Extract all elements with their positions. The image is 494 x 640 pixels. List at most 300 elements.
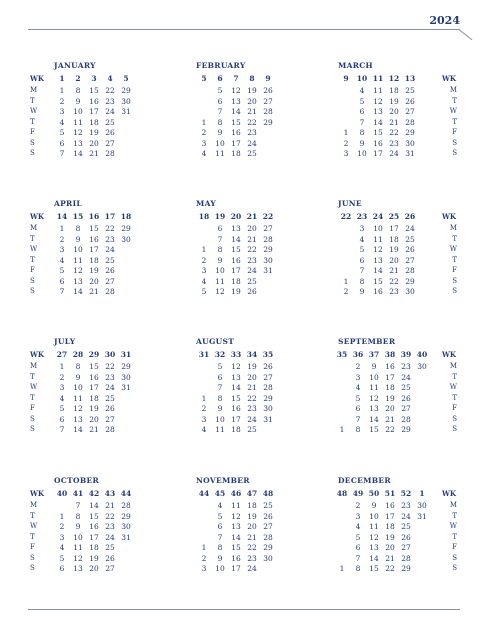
week-number: 35 xyxy=(336,350,348,359)
month-name: JULY xyxy=(54,337,76,346)
day-cell: 26 xyxy=(263,511,273,521)
day-cell: 16 xyxy=(385,501,395,510)
day-cell: 24 xyxy=(105,107,115,116)
day-cell: 20 xyxy=(89,564,99,573)
day-cell: 19 xyxy=(89,553,99,563)
day-cell: 27 xyxy=(105,414,115,424)
day-cell: 23 xyxy=(105,96,115,106)
weekday-label: T xyxy=(30,96,35,105)
day-cell: 23 xyxy=(105,234,115,244)
day-cell: 4 xyxy=(355,522,361,531)
day-cell: 15 xyxy=(89,511,99,521)
day-cell: 7 xyxy=(59,425,65,434)
day-cell: 23 xyxy=(247,255,257,265)
year-title: 2024 xyxy=(429,14,460,27)
day-cell: 6 xyxy=(217,96,223,106)
day-cell: 13 xyxy=(231,522,241,531)
week-number: 48 xyxy=(262,489,274,498)
weekday-label: F xyxy=(452,543,457,551)
day-cell: 3 xyxy=(59,532,65,542)
week-number-label: WK xyxy=(30,350,44,359)
day-cell: 8 xyxy=(217,117,223,127)
day-cell: 15 xyxy=(231,543,241,552)
day-cell: 28 xyxy=(121,501,131,510)
weekday-label: W xyxy=(449,522,457,530)
day-cell: 5 xyxy=(59,404,65,413)
day-cell: 9 xyxy=(75,96,81,106)
day-cell: 10 xyxy=(373,224,383,233)
day-cell: 22 xyxy=(385,564,395,573)
weekday-label: S xyxy=(30,564,35,572)
day-cell: 19 xyxy=(89,404,99,413)
day-cell: 2 xyxy=(355,362,361,371)
day-cell: 17 xyxy=(385,372,395,382)
day-cell: 1 xyxy=(201,245,207,254)
day-cell: 13 xyxy=(231,96,241,106)
day-cell: 24 xyxy=(401,511,411,521)
week-number: 5 xyxy=(123,74,129,83)
day-cell: 27 xyxy=(401,404,411,413)
day-cell: 12 xyxy=(373,245,383,254)
day-cell: 20 xyxy=(389,255,399,265)
week-number-label: WK xyxy=(442,489,456,498)
day-cell: 27 xyxy=(401,543,411,552)
week-number: 9 xyxy=(265,74,271,83)
day-cell: 13 xyxy=(73,564,83,573)
week-number-label: WK xyxy=(30,74,44,83)
week-number-label: WK xyxy=(30,489,44,498)
day-cell: 3 xyxy=(359,224,365,233)
weekday-label: S xyxy=(452,553,457,562)
day-cell: 11 xyxy=(373,234,383,244)
month-name: FEBRUARY xyxy=(196,61,246,70)
day-cell: 21 xyxy=(89,149,99,158)
bottom-rule xyxy=(28,609,460,610)
weekday-label: M xyxy=(449,362,457,370)
day-cell: 15 xyxy=(231,117,241,127)
week-number: 23 xyxy=(356,212,368,221)
day-cell: 14 xyxy=(369,414,379,424)
day-cell: 9 xyxy=(359,138,365,148)
day-cell: 25 xyxy=(105,393,115,403)
day-cell: 24 xyxy=(105,383,115,392)
day-cell: 8 xyxy=(217,543,223,552)
week-number: 35 xyxy=(262,350,274,359)
day-cell: 22 xyxy=(105,224,115,233)
week-number: 33 xyxy=(230,350,242,359)
week-number: 20 xyxy=(230,212,242,221)
week-number-label: WK xyxy=(442,350,456,359)
day-cell: 16 xyxy=(89,372,99,382)
day-cell: 22 xyxy=(385,425,395,434)
day-cell: 4 xyxy=(201,425,207,434)
weekday-label: F xyxy=(452,266,457,274)
day-cell: 25 xyxy=(263,501,273,510)
day-cell: 8 xyxy=(359,128,365,137)
day-cell: 16 xyxy=(89,522,99,531)
week-number: 42 xyxy=(88,489,100,498)
day-cell: 1 xyxy=(59,511,65,521)
day-cell: 4 xyxy=(359,86,365,95)
day-cell: 24 xyxy=(405,224,415,233)
day-cell: 9 xyxy=(75,234,81,244)
day-cell: 17 xyxy=(89,383,99,392)
day-cell: 27 xyxy=(105,564,115,573)
day-cell: 29 xyxy=(121,511,131,521)
day-cell: 13 xyxy=(73,276,83,286)
day-cell: 28 xyxy=(263,234,273,244)
day-cell: 13 xyxy=(73,414,83,424)
day-cell: 30 xyxy=(121,96,131,106)
day-cell: 17 xyxy=(231,414,241,424)
month-name: DECEMBER xyxy=(338,476,391,485)
day-cell: 23 xyxy=(105,372,115,382)
weekday-label: W xyxy=(449,245,457,253)
day-cell: 11 xyxy=(369,383,379,392)
day-cell: 3 xyxy=(59,245,65,254)
day-cell: 11 xyxy=(73,255,83,265)
day-cell: 21 xyxy=(385,553,395,563)
day-cell: 23 xyxy=(105,522,115,531)
week-number: 14 xyxy=(56,212,68,221)
day-cell: 21 xyxy=(89,425,99,434)
day-cell: 18 xyxy=(231,425,241,434)
month-name: NOVEMBER xyxy=(196,476,250,485)
day-cell: 8 xyxy=(217,393,223,403)
day-cell: 17 xyxy=(231,138,241,148)
day-cell: 27 xyxy=(405,255,415,265)
day-cell: 28 xyxy=(105,425,115,434)
weekday-label: T xyxy=(452,532,457,541)
day-cell: 10 xyxy=(357,149,367,158)
day-cell: 19 xyxy=(247,511,257,521)
day-cell: 25 xyxy=(405,86,415,95)
week-number: 32 xyxy=(214,350,226,359)
day-cell: 1 xyxy=(59,224,65,233)
day-cell: 16 xyxy=(231,404,241,413)
weekday-label: W xyxy=(30,107,38,115)
month-name: MAY xyxy=(196,199,217,208)
week-number: 44 xyxy=(120,489,132,498)
weekday-label: T xyxy=(30,532,35,541)
day-cell: 22 xyxy=(247,543,257,552)
day-cell: 9 xyxy=(217,553,223,563)
week-number-label: WK xyxy=(442,74,456,83)
day-cell: 18 xyxy=(231,149,241,158)
day-cell: 25 xyxy=(105,117,115,127)
day-cell: 10 xyxy=(215,564,225,573)
day-cell: 27 xyxy=(263,522,273,531)
day-cell: 26 xyxy=(105,266,115,275)
day-cell: 9 xyxy=(75,522,81,531)
day-cell: 14 xyxy=(89,501,99,510)
weekday-label: M xyxy=(30,224,38,232)
month-name: SEPTEMBER xyxy=(338,337,396,346)
day-cell: 16 xyxy=(373,287,383,296)
day-cell: 28 xyxy=(401,414,411,424)
week-number-label: WK xyxy=(30,212,44,221)
day-cell: 7 xyxy=(59,149,65,158)
day-cell: 4 xyxy=(217,501,223,510)
day-cell: 12 xyxy=(215,287,225,296)
day-cell: 10 xyxy=(369,372,379,382)
day-cell: 17 xyxy=(231,564,241,573)
day-cell: 14 xyxy=(369,553,379,563)
day-cell: 4 xyxy=(359,234,365,244)
day-cell: 27 xyxy=(263,372,273,382)
day-cell: 9 xyxy=(371,362,377,371)
week-number: 4 xyxy=(107,74,113,83)
day-cell: 23 xyxy=(389,138,399,148)
day-cell: 26 xyxy=(105,128,115,137)
week-number: 49 xyxy=(352,489,364,498)
day-cell: 22 xyxy=(247,245,257,254)
day-cell: 20 xyxy=(89,276,99,286)
day-cell: 25 xyxy=(401,383,411,392)
day-cell: 24 xyxy=(389,149,399,158)
weekday-label: W xyxy=(30,383,38,391)
day-cell: 19 xyxy=(385,532,395,542)
day-cell: 10 xyxy=(215,266,225,275)
day-cell: 18 xyxy=(89,255,99,265)
day-cell: 28 xyxy=(263,383,273,392)
weekday-label: M xyxy=(449,224,457,232)
day-cell: 26 xyxy=(105,404,115,413)
day-cell: 6 xyxy=(359,107,365,116)
weekday-label: M xyxy=(449,86,457,94)
day-cell: 21 xyxy=(247,234,257,244)
weekday-label: T xyxy=(452,234,457,243)
week-number: 16 xyxy=(88,212,100,221)
weekday-label: S xyxy=(452,287,457,295)
day-cell: 2 xyxy=(201,255,207,265)
day-cell: 28 xyxy=(105,149,115,158)
day-cell: 21 xyxy=(247,107,257,116)
day-cell: 5 xyxy=(59,553,65,563)
week-number: 39 xyxy=(400,350,412,359)
day-cell: 5 xyxy=(59,128,65,137)
day-cell: 3 xyxy=(201,138,207,148)
day-cell: 18 xyxy=(389,86,399,95)
week-number: 31 xyxy=(198,350,210,359)
day-cell: 16 xyxy=(89,96,99,106)
week-number: 18 xyxy=(120,212,132,221)
day-cell: 24 xyxy=(247,564,257,573)
day-cell: 6 xyxy=(359,255,365,265)
weekday-label: S xyxy=(452,564,457,572)
day-cell: 13 xyxy=(369,404,379,413)
weekday-label: S xyxy=(30,425,35,433)
day-cell: 13 xyxy=(373,107,383,116)
day-cell: 31 xyxy=(121,532,131,542)
week-number: 38 xyxy=(384,350,396,359)
day-cell: 12 xyxy=(73,553,83,563)
month-name: AUGUST xyxy=(196,337,235,346)
week-number: 12 xyxy=(388,74,400,83)
day-cell: 11 xyxy=(369,522,379,531)
day-cell: 7 xyxy=(359,117,365,127)
day-cell: 31 xyxy=(405,149,415,158)
day-cell: 1 xyxy=(201,117,207,127)
day-cell: 15 xyxy=(231,393,241,403)
week-number: 36 xyxy=(352,350,364,359)
weekday-label: S xyxy=(452,276,457,285)
day-cell: 18 xyxy=(385,383,395,392)
day-cell: 22 xyxy=(247,117,257,127)
day-cell: 5 xyxy=(59,266,65,275)
week-number: 28 xyxy=(72,350,84,359)
week-number: 26 xyxy=(404,212,416,221)
day-cell: 9 xyxy=(217,128,223,137)
day-cell: 12 xyxy=(369,532,379,542)
day-cell: 6 xyxy=(217,372,223,382)
day-cell: 16 xyxy=(373,138,383,148)
weekday-label: M xyxy=(30,501,38,509)
day-cell: 5 xyxy=(217,86,223,95)
day-cell: 11 xyxy=(73,543,83,552)
day-cell: 19 xyxy=(247,362,257,371)
month-name: MARCH xyxy=(338,61,373,70)
day-cell: 19 xyxy=(389,96,399,106)
weekday-label: F xyxy=(452,404,457,412)
day-cell: 11 xyxy=(73,393,83,403)
day-cell: 24 xyxy=(105,532,115,542)
day-cell: 30 xyxy=(405,138,415,148)
day-cell: 14 xyxy=(373,266,383,275)
weekday-label: T xyxy=(452,96,457,105)
day-cell: 10 xyxy=(215,138,225,148)
day-cell: 26 xyxy=(401,532,411,542)
day-cell: 13 xyxy=(231,224,241,233)
day-cell: 2 xyxy=(201,553,207,563)
day-cell: 24 xyxy=(247,138,257,148)
week-number: 1 xyxy=(419,489,425,498)
day-cell: 15 xyxy=(373,128,383,137)
day-cell: 24 xyxy=(247,266,257,275)
day-cell: 7 xyxy=(217,383,223,392)
day-cell: 26 xyxy=(105,553,115,563)
day-cell: 11 xyxy=(215,149,225,158)
day-cell: 13 xyxy=(231,372,241,382)
week-number: 37 xyxy=(368,350,380,359)
day-cell: 29 xyxy=(121,362,131,371)
day-cell: 30 xyxy=(121,372,131,382)
day-cell: 23 xyxy=(401,362,411,371)
week-number: 22 xyxy=(340,212,352,221)
day-cell: 16 xyxy=(231,553,241,563)
day-cell: 12 xyxy=(369,393,379,403)
week-number: 22 xyxy=(262,212,274,221)
day-cell: 22 xyxy=(247,393,257,403)
day-cell: 8 xyxy=(75,362,81,371)
day-cell: 30 xyxy=(263,553,273,563)
weekday-label: S xyxy=(30,287,35,295)
day-cell: 22 xyxy=(389,276,399,286)
day-cell: 30 xyxy=(121,522,131,531)
day-cell: 20 xyxy=(385,404,395,413)
week-number: 31 xyxy=(120,350,132,359)
weekday-label: F xyxy=(452,128,457,136)
day-cell: 6 xyxy=(217,224,223,233)
day-cell: 25 xyxy=(247,276,257,286)
day-cell: 20 xyxy=(89,138,99,148)
day-cell: 12 xyxy=(231,86,241,95)
day-cell: 8 xyxy=(355,425,361,434)
day-cell: 16 xyxy=(385,362,395,371)
day-cell: 19 xyxy=(247,86,257,95)
day-cell: 2 xyxy=(343,138,349,148)
week-number: 40 xyxy=(416,350,428,359)
day-cell: 5 xyxy=(355,393,361,403)
week-number: 41 xyxy=(72,489,84,498)
day-cell: 18 xyxy=(389,234,399,244)
day-cell: 30 xyxy=(121,234,131,244)
day-cell: 26 xyxy=(405,96,415,106)
day-cell: 3 xyxy=(59,383,65,392)
day-cell: 29 xyxy=(121,86,131,95)
day-cell: 14 xyxy=(231,383,241,392)
day-cell: 25 xyxy=(401,522,411,531)
day-cell: 15 xyxy=(369,564,379,573)
day-cell: 20 xyxy=(247,224,257,233)
day-cell: 30 xyxy=(263,255,273,265)
day-cell: 4 xyxy=(201,149,207,158)
day-cell: 1 xyxy=(59,362,65,371)
day-cell: 16 xyxy=(231,128,241,137)
week-number: 34 xyxy=(246,350,258,359)
weekday-label: M xyxy=(30,362,38,370)
day-cell: 9 xyxy=(359,287,365,296)
day-cell: 6 xyxy=(59,414,65,424)
week-number: 19 xyxy=(214,212,226,221)
day-cell: 11 xyxy=(215,276,225,286)
day-cell: 11 xyxy=(231,501,241,510)
weekday-label: S xyxy=(30,149,35,157)
weekday-label: W xyxy=(449,383,457,391)
weekday-label: F xyxy=(30,128,35,136)
day-cell: 4 xyxy=(59,543,65,552)
day-cell: 7 xyxy=(75,501,81,510)
day-cell: 10 xyxy=(73,245,83,254)
week-number: 1 xyxy=(59,74,65,83)
day-cell: 18 xyxy=(89,117,99,127)
day-cell: 25 xyxy=(247,149,257,158)
day-cell: 13 xyxy=(369,543,379,552)
day-cell: 30 xyxy=(417,501,427,510)
day-cell: 29 xyxy=(401,564,411,573)
week-number: 29 xyxy=(88,350,100,359)
day-cell: 22 xyxy=(105,362,115,371)
day-cell: 26 xyxy=(263,362,273,371)
week-number: 48 xyxy=(336,489,348,498)
day-cell: 1 xyxy=(59,86,65,95)
day-cell: 21 xyxy=(385,414,395,424)
day-cell: 6 xyxy=(355,404,361,413)
day-cell: 28 xyxy=(405,266,415,275)
day-cell: 2 xyxy=(201,404,207,413)
day-cell: 28 xyxy=(105,287,115,296)
day-cell: 8 xyxy=(75,224,81,233)
day-cell: 15 xyxy=(369,425,379,434)
day-cell: 14 xyxy=(231,107,241,116)
weekday-label: S xyxy=(30,414,35,423)
day-cell: 2 xyxy=(59,372,65,382)
day-cell: 10 xyxy=(73,107,83,116)
day-cell: 2 xyxy=(59,96,65,106)
day-cell: 20 xyxy=(247,522,257,531)
day-cell: 21 xyxy=(389,117,399,127)
day-cell: 11 xyxy=(373,86,383,95)
